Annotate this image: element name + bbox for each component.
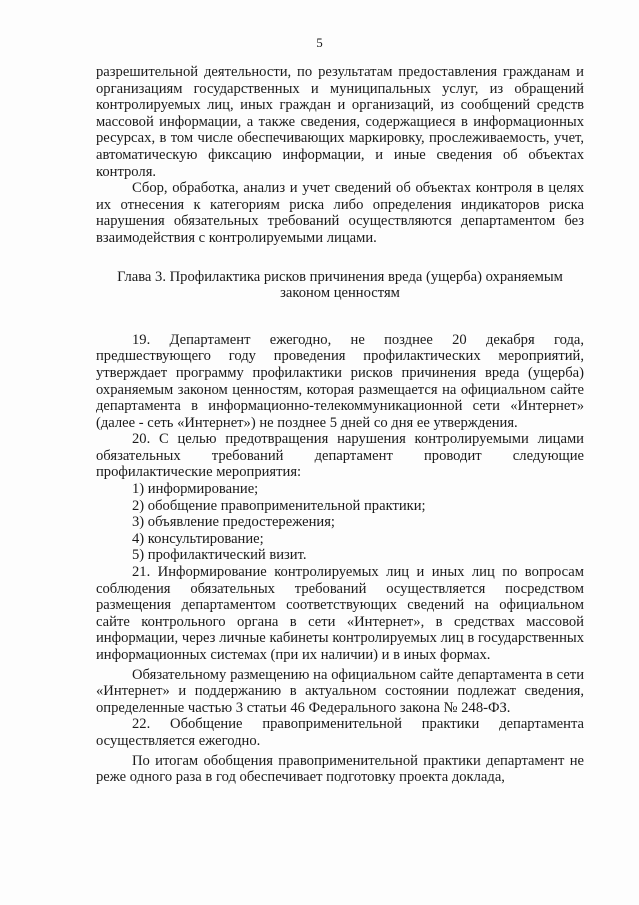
section-20: 20. С целью предотвращения нарушения контролируемыми лицами обязательных требований департамент проводит следующие профилактические мероприятия: — [96, 431, 584, 481]
list-item: 1) информирование; — [132, 481, 259, 498]
list-item: 2) обобщение правоприменительной практики; — [132, 497, 426, 514]
section-19: 19. Департамент ежегодно, не позднее 20 декабря года, предшествующего году проведения профилактических мероприятий, утверждает программу профилактики рисков причинения вреда (ущерба) охраняемым законом ценностям, которая размещается на официальном сайте департамента в информационно-телекоммуникационной сети «Интернет» (далее - сеть «Интернет») не позднее 5 дней со дня ее утверждения. — [96, 331, 584, 431]
paragraph-continued: разрешительной деятельности, по результатам предоставления гражданам и организациям государственных и муниципальных услуг, из обращений контролируемых лиц, иных граждан и организаций, из сообщений средств массовой информации, а также сведения, содержащиеся в информационных ресурсах, в том числе обеспечивающих маркировку, прослеживаемость, учет, автоматическую фиксацию информации, и иные сведения об объектах контроля. — [96, 64, 584, 180]
chapter-heading: Глава 3. Профилактика рисков причинения вреда (ущерба) охраняемым законом ценностям — [117, 268, 563, 302]
section-22: 22. Обобщение правоприменительной практики департамента осуществляется ежегодно. — [96, 716, 584, 749]
paragraph-data-collection: Сбор, обработка, анализ и учет сведений об объектах контроля в целях их отнесения к категориям риска либо определения индикаторов риска нарушения обязательных требований осуществляются департаментом без взаимодействия с контролируемыми лицами. — [96, 180, 584, 246]
page-number: 5 — [316, 35, 323, 50]
section-21: 21. Информирование контролируемых лиц и иных лиц по вопросам соблюдения обязательных требований осуществляется посредством размещения департаментом соответствующих сведений на официальном сайте контрольного органа в сети «Интернет», в средствах массовой информации, через личные кабинеты контролируемых лиц в государственных информационных системах (при их наличии) и в иных формах. — [96, 564, 584, 663]
list-item: 5) профилактический визит. — [132, 547, 307, 564]
spacer — [96, 302, 584, 332]
spacer — [96, 247, 584, 269]
document-body — [96, 64, 584, 786]
section-21-publication: Обязательному размещению на официальном сайте департамента в сети «Интернет» и поддержанию в актуальном состоянии подлежат сведения, определенные частью 3 статьи 46 Федерального закона № 248-ФЗ. — [96, 666, 584, 716]
list-item: 3) объявление предостережения; — [132, 514, 335, 531]
section-22-report: По итогам обобщения правоприменительной практики департамент не реже одного раза в год обеспечивает подготовку проекта доклада, — [96, 752, 584, 786]
list-item: 4) консультирование; — [132, 530, 264, 547]
